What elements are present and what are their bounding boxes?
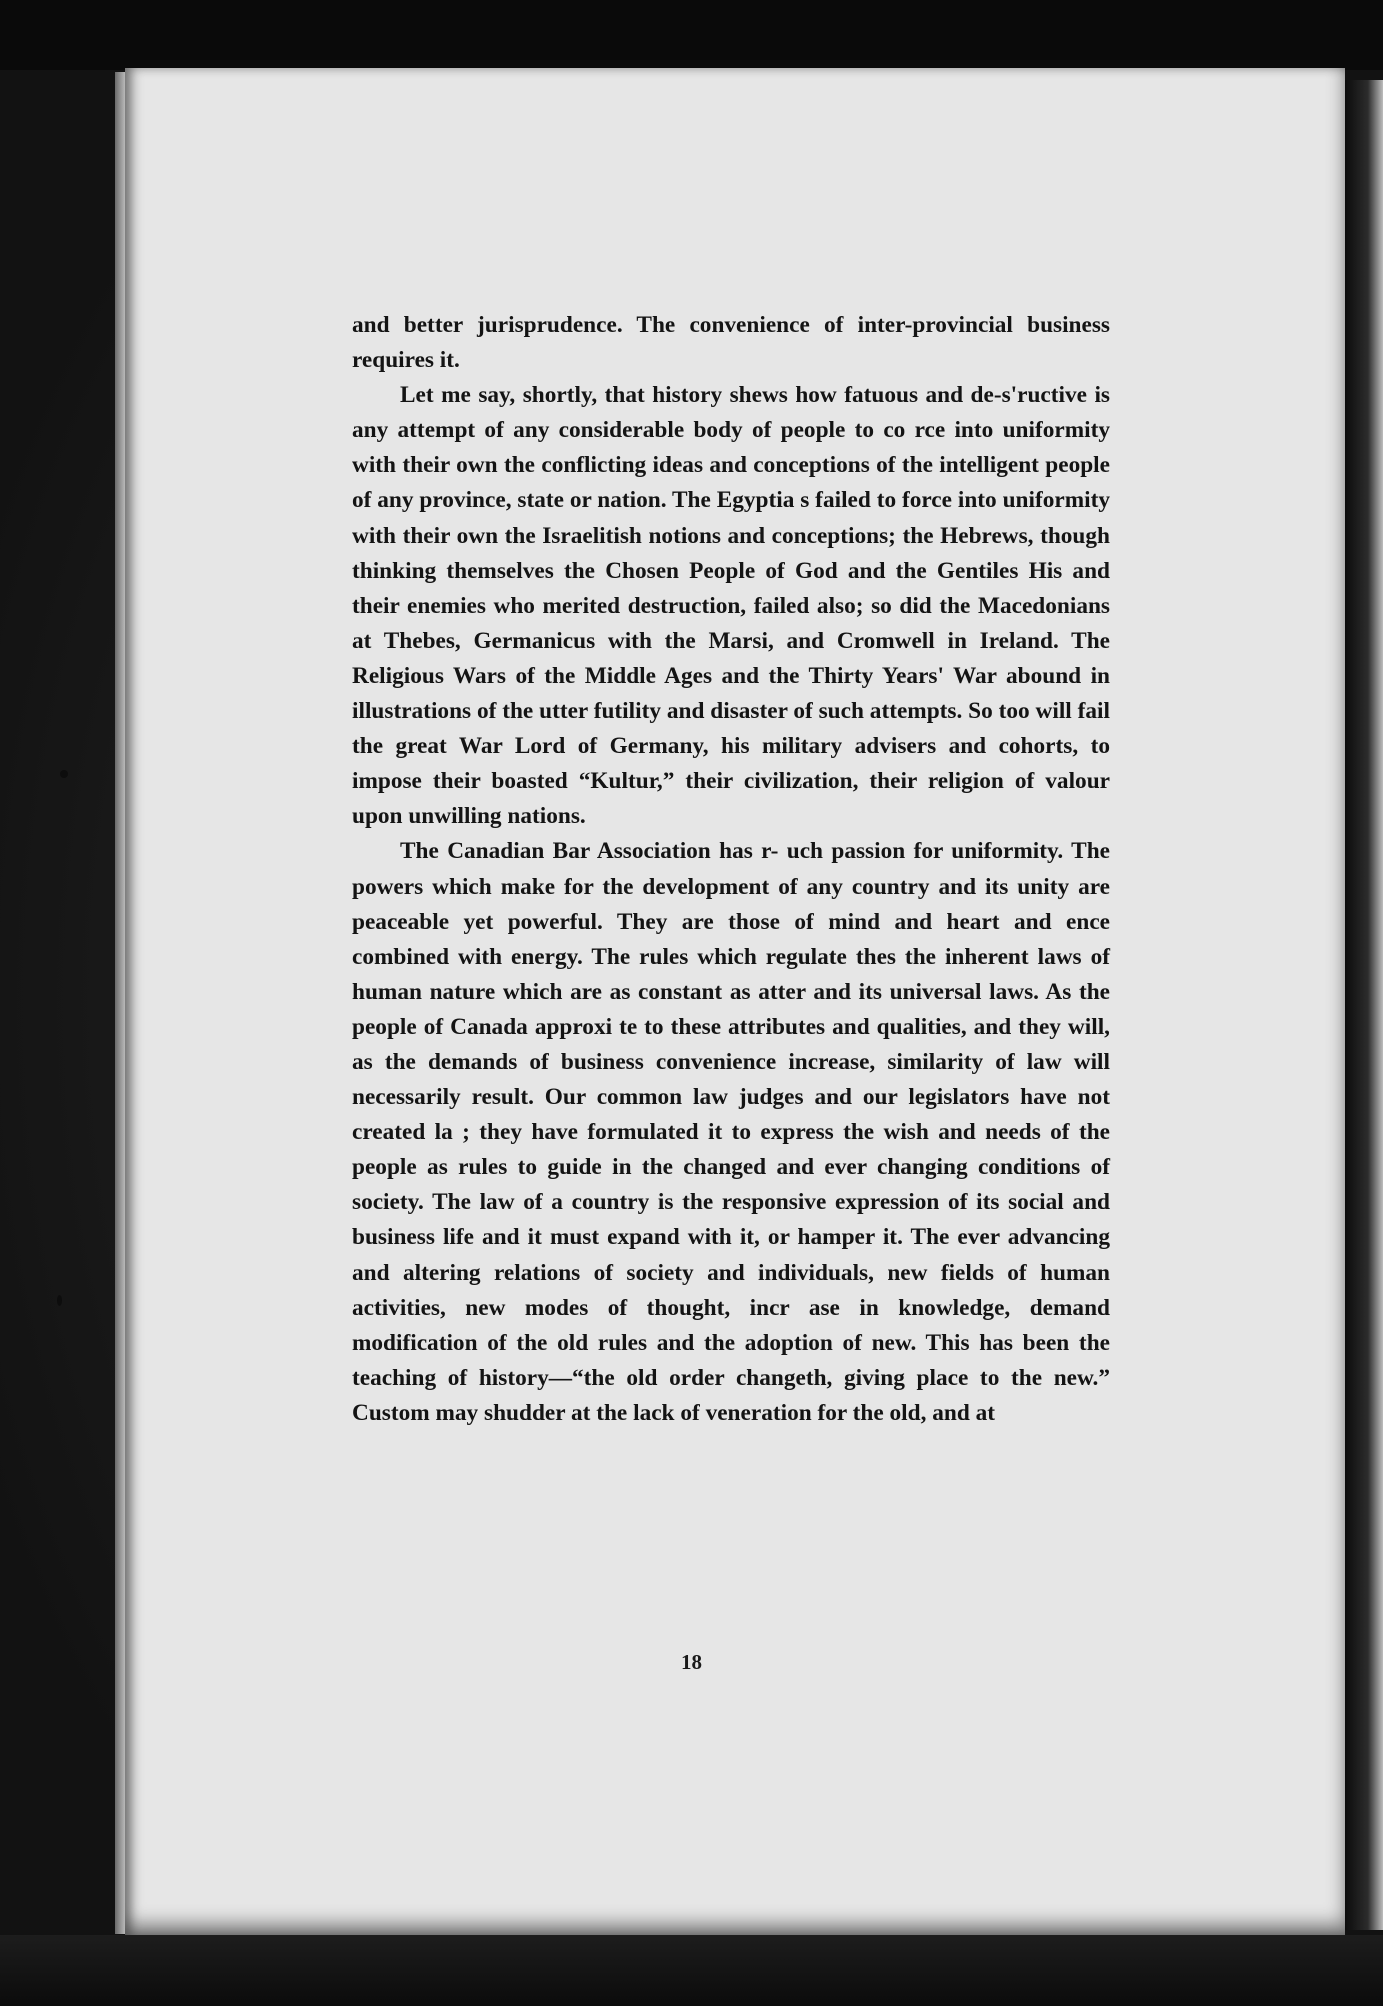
scan-speck [57, 1295, 62, 1306]
paragraph-1: and better jurisprudence. The convenience of inter-provincial business requires it. [352, 312, 1110, 374]
scan-speck [60, 770, 68, 778]
page-number: 18 [681, 1650, 702, 1674]
paragraph-3: The Canadian Bar Association has r- uch passion for uniformity. The powers which make for the development of any country and its unity are peaceable yet powerful. They are those of mind and heart and ence combined with energy. The rules which regulate thes the inherent laws of human nature which are as constant as atter and its universal laws. As the people of Canada approxi te to these attributes and qualities, and they will, as the demands of business convenience increase, similarity of law will necessarily result. Our common law judges and our legislators have not created la ; they have formulated it to express the wish and needs of the people as rules to guide in the changed and ever changing conditions of society. The law of a country is the responsive expression of its social and business life and it must expand with it, or hamper it. The ever advancing and altering relations of society and individuals, new fields of human activities, new modes of thought, incr ase in knowledge, demand modification of the old rules and the adoption of new. This has been the teaching of history—“the old order changeth, giving place to the new.” Custom may shudder at the lack of veneration for the old, and at [352, 838, 1110, 1426]
paragraph-2: Let me say, shortly, that history shews how fatuous and de-s'ructive is any attempt of any considerable body of people to co rce into uniformity with their own the conflicting ideas and conceptions of the intelligent people of any province, state or nation. The Egyptia s failed to force into uniformity with their own the Israelitish notions and conceptions; the Hebrews, though thinking themselves the Chosen People of God and the Gentiles His and their enemies who merited destruction, failed also; so did the Macedonians at Thebes, Germanicus with the Marsi, and Cromwell in Ireland. The Religious Wars of the Middle Ages and the Thirty Years' War abound in illustrations of the utter futility and disaster of such attempts. So too will fail the great War Lord of Germany, his military advisers and cohorts, to impose their boasted “Kultur,” their civilization, their religion of valour upon unwilling nations. [352, 382, 1110, 830]
scan-top-border [0, 0, 1383, 70]
body-text [352, 308, 1110, 1431]
scan-bottom-border [0, 1935, 1383, 2006]
